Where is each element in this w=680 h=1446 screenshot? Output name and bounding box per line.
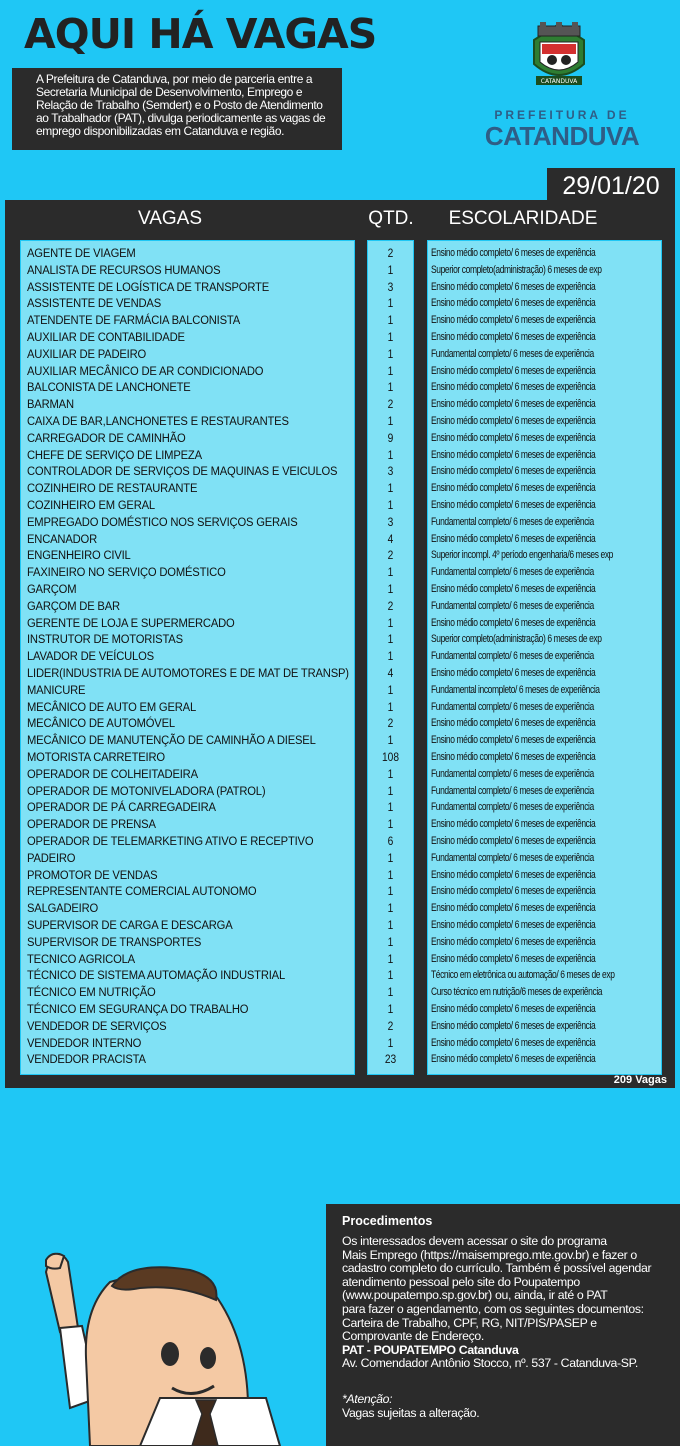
quantity-cell: 1: [387, 699, 394, 714]
job-title-cell: ATENDENTE DE FARMÁCIA BALCONISTA: [27, 313, 241, 328]
education-cell: Ensino médio completo/ 6 meses de experiência: [431, 482, 596, 495]
education-cell: Ensino médio completo/ 6 meses de experiência: [431, 1053, 596, 1066]
job-title-cell: ASSISTENTE DE VENDAS: [27, 296, 162, 311]
education-cell: Ensino médio completo/ 6 meses de experiência: [431, 835, 596, 847]
quantity-cell: 1: [387, 296, 394, 311]
job-title-cell: VENDEDOR DE SERVIÇOS: [27, 1018, 167, 1033]
quantity-cell: 1: [387, 800, 394, 815]
job-title-cell: PADEIRO: [27, 850, 76, 865]
quantity-cell: 108: [381, 750, 400, 764]
procedimentos-title: Procedimentos: [342, 1214, 433, 1228]
job-title-cell: LIDER(INDUSTRIA DE AUTOMOTORES E DE MAT DE TRANSP): [27, 666, 349, 680]
quantity-cell: 1: [387, 481, 394, 496]
header-escolaridade: ESCOLARIDADE: [448, 208, 598, 229]
education-cell: Ensino médio completo/ 6 meses de experiência: [431, 532, 596, 545]
job-title-cell: SUPERVISOR DE TRANSPORTES: [27, 934, 202, 949]
quantity-cell: 1: [387, 918, 394, 932]
education-cell: Ensino médio completo/ 6 meses de experiência: [431, 381, 596, 394]
education-cell: Ensino médio completo/ 6 meses de experiência: [431, 297, 596, 310]
quantity-cell: 1: [387, 733, 394, 748]
quantity-cell: 2: [387, 1018, 394, 1033]
intro-line: A Prefeitura de Catanduva, por meio de parceria entre a: [36, 73, 313, 86]
procedimentos-text: [342, 1235, 664, 1420]
education-cell: Ensino médio completo/ 6 meses de experiência: [431, 280, 596, 293]
quantity-cell: 2: [387, 246, 394, 260]
job-title-cell: FAXINEIRO NO SERVIÇO DOMÉSTICO: [27, 565, 226, 580]
quantity-cell: 1: [387, 649, 394, 664]
job-title-cell: TÉCNICO EM NUTRIÇÃO: [27, 985, 156, 1000]
job-title-cell: VENDEDOR PRACISTA: [27, 1052, 146, 1067]
quantity-cell: 4: [387, 666, 394, 680]
page-title: AQUI HÁ VAGAS: [24, 10, 377, 58]
total-vagas: 209 Vagas: [613, 1074, 667, 1086]
job-title-cell: VENDEDOR INTERNO: [27, 1035, 142, 1050]
job-title-cell: TECNICO AGRICOLA: [27, 951, 135, 966]
education-cell: Fundamental completo/ 6 meses de experiência: [431, 851, 594, 864]
education-cell: Ensino médio completo/ 6 meses de experiência: [431, 247, 596, 259]
education-cell: Ensino médio completo/ 6 meses de experiência: [431, 415, 596, 427]
quantity-cell: 1: [387, 346, 394, 361]
quantity-cell: 1: [387, 380, 394, 395]
education-cell: Fundamental completo/ 6 meses de experiência: [431, 599, 594, 612]
job-title-cell: OPERADOR DE COLHEITADEIRA: [27, 766, 198, 781]
quantity-cell: 23: [384, 1052, 397, 1067]
pat-name: PAT - POUPATEMPO Catanduva: [342, 1342, 519, 1357]
education-cell: Ensino médio completo/ 6 meses de experiência: [431, 751, 596, 763]
procedimentos-line: Mais Emprego (https://maisemprego.mte.gov.br) e fazer o: [342, 1247, 637, 1262]
education-cell: Superior completo(administração) 6 meses de exp: [431, 263, 602, 276]
job-title-cell: OPERADOR DE MOTONIVELADORA (PATROL): [27, 783, 266, 798]
education-cell: Ensino médio completo/ 6 meses de experiência: [431, 431, 596, 444]
quantity-cell: 3: [387, 514, 394, 529]
quantity-cell: 4: [387, 531, 394, 546]
education-cell: Ensino médio completo/ 6 meses de experiência: [431, 314, 596, 327]
quantity-cell: 1: [387, 414, 394, 428]
education-cell: Ensino médio completo/ 6 meses de experiência: [431, 885, 596, 898]
education-cell: Curso técnico em nutrição/6 meses de experiência: [431, 986, 603, 999]
education-cell: Fundamental completo/ 6 meses de experiência: [431, 700, 594, 713]
job-title-cell: ASSISTENTE DE LOGÍSTICA DE TRANSPORTE: [27, 279, 270, 294]
procedimentos-line: para fazer o agendamento, com os seguintes documentos:: [342, 1301, 644, 1316]
quantity-cell: 1: [387, 934, 394, 949]
job-title-cell: ENGENHEIRO CIVIL: [27, 548, 131, 563]
quantity-cell: 1: [387, 968, 394, 983]
quantity-cell: 2: [387, 716, 394, 731]
quantity-cell: 1: [387, 313, 394, 328]
job-title-cell: MECÂNICO DE AUTOMÓVEL: [27, 716, 175, 731]
job-title-cell: BALCONISTA DE LANCHONETE: [27, 380, 191, 395]
education-cell: Fundamental completo/ 6 meses de experiência: [431, 515, 594, 528]
prefeitura-logo: [482, 20, 642, 151]
education-cell: Técnico em eletrônica ou automação/ 6 meses de exp: [431, 969, 615, 982]
education-cell: Ensino médio completo/ 6 meses de experiência: [431, 952, 596, 965]
job-title-cell: AUXILIAR MECÂNICO DE AR CONDICIONADO: [27, 363, 264, 378]
quantity-cell: 1: [387, 262, 394, 277]
quantity-cell: 1: [387, 867, 394, 882]
intro-line: ao Trabalhador (PAT), divulga periodicamente as vagas de: [36, 112, 326, 125]
job-title-cell: COZINHEIRO DE RESTAURANTE: [27, 481, 198, 496]
intro-line: emprego disponibilizadas em Catanduva e região.: [36, 125, 285, 138]
intro-line: Relação de Trabalho (Semdert) e o Posto de Atendimento: [36, 99, 323, 112]
header-vagas: VAGAS: [137, 208, 203, 229]
job-title-cell: BARMAN: [27, 397, 74, 412]
job-title-cell: GERENTE DE LOJA E SUPERMERCADO: [27, 615, 235, 630]
education-cell: Ensino médio completo/ 6 meses de experiência: [431, 398, 596, 411]
quantity-cell: 2: [387, 548, 394, 563]
education-cell: Ensino médio completo/ 6 meses de experiência: [431, 818, 596, 831]
crest-text: CATANDUVA: [540, 78, 578, 85]
quantity-cell: 3: [387, 279, 394, 294]
education-cell: Fundamental completo/ 6 meses de experiência: [431, 767, 594, 780]
quantity-cell: 1: [387, 985, 394, 1000]
job-title-cell: AUXILIAR DE PADEIRO: [27, 346, 147, 361]
job-title-cell: AGENTE DE VIAGEM: [27, 246, 136, 260]
job-title-cell: AUXILIAR DE CONTABILIDADE: [27, 330, 185, 344]
procedimentos-box: [326, 1204, 680, 1446]
education-cell: Ensino médio completo/ 6 meses de experiência: [431, 583, 596, 595]
quantity-cell: 1: [387, 884, 394, 899]
education-cell: Ensino médio completo/ 6 meses de experiência: [431, 1036, 596, 1049]
education-cell: Ensino médio completo/ 6 meses de experiência: [431, 935, 596, 948]
quantity-cell: 1: [387, 1002, 394, 1016]
quantity-cell: 1: [387, 615, 394, 630]
procedimentos-line: Comprovante de Endereço.: [342, 1329, 484, 1344]
pat-address: Av. Comendador Antônio Stocco, nº. 537 - Catanduva-SP.: [342, 1356, 638, 1371]
job-title-cell: TÉCNICO EM SEGURANÇA DO TRABALHO: [27, 1002, 249, 1016]
job-title-cell: CHEFE DE SERVIÇO DE LIMPEZA: [27, 447, 202, 462]
procedimentos-line: Os interessados devem acessar o site do programa: [342, 1234, 607, 1248]
job-title-cell: GARÇOM DE BAR: [27, 598, 120, 613]
quantity-cell: 1: [387, 498, 394, 512]
quantity-cell: 1: [387, 1035, 394, 1050]
quantity-cell: 1: [387, 330, 394, 344]
job-title-cell: SUPERVISOR DE CARGA E DESCARGA: [27, 918, 233, 932]
quantity-cell: 1: [387, 632, 394, 647]
job-title-cell: OPERADOR DE TELEMARKETING ATIVO E RECEPTIVO: [27, 834, 314, 848]
job-title-cell: CARREGADOR DE CAMINHÃO: [27, 430, 186, 445]
intro-box: [12, 68, 342, 150]
job-title-cell: COZINHEIRO EM GERAL: [27, 498, 155, 512]
education-cell: Ensino médio completo/ 6 meses de experiência: [431, 448, 596, 461]
education-cell: Ensino médio completo/ 6 meses de experiência: [431, 331, 596, 343]
vagas-table-panel: [5, 200, 675, 1088]
job-title-cell: ANALISTA DE RECURSOS HUMANOS: [27, 262, 221, 277]
procedimentos-line: atendimento pessoal pelo site do Poupatempo: [342, 1274, 580, 1289]
job-title-cell: LAVADOR DE VEÍCULOS: [27, 649, 154, 664]
education-cell: Ensino médio completo/ 6 meses de experiência: [431, 364, 596, 377]
quantity-cell: 2: [387, 598, 394, 613]
job-title-cell: MANICURE: [27, 682, 86, 697]
procedimentos-line: (www.poupatempo.sp.gov.br) ou, ainda, ir até o PAT: [342, 1288, 608, 1303]
quantity-cell: 1: [387, 901, 394, 916]
intro-line: Secretaria Municipal de Desenvolvimento, Emprego e: [36, 86, 303, 99]
job-title-cell: ENCANADOR: [27, 531, 97, 546]
header-qtd: QTD.: [368, 208, 414, 229]
attention-label: *Atenção:: [342, 1391, 393, 1406]
quantity-cell: 1: [387, 817, 394, 832]
job-title-cell: GARÇOM: [27, 582, 77, 596]
quantity-cell: 1: [387, 447, 394, 462]
quantity-cell: 1: [387, 682, 394, 697]
quantity-cell: 1: [387, 766, 394, 781]
quantity-cell: 1: [387, 783, 394, 798]
job-title-cell: OPERADOR DE PÁ CARREGADEIRA: [27, 800, 216, 815]
job-title-cell: EMPREGADO DOMÉSTICO NOS SERVIÇOS GERAIS: [27, 514, 298, 529]
job-title-cell: TÉCNICO DE SISTEMA AUTOMAÇÃO INDUSTRIAL: [27, 968, 286, 983]
education-cell: Ensino médio completo/ 6 meses de experiência: [431, 902, 596, 915]
education-cell: Fundamental completo/ 6 meses de experiência: [431, 347, 594, 360]
education-cell: Fundamental completo/ 6 meses de experiência: [431, 801, 594, 814]
education-cell: Fundamental incompleto/ 6 meses de experiência: [431, 683, 600, 696]
quantity-cell: 1: [387, 850, 394, 865]
attention-text: Vagas sujeitas a alteração.: [342, 1405, 480, 1420]
logo-line2: CATANDUVA: [484, 121, 640, 151]
city-crest-icon: [528, 20, 590, 92]
date-badge: 29/01/20: [547, 168, 675, 202]
education-cell: Superior incompl. 4º período engenharia/6 meses exp: [431, 549, 613, 562]
education-cell: Ensino médio completo/ 6 meses de experiência: [431, 1019, 596, 1032]
quantity-cell: 1: [387, 565, 394, 580]
quantity-cell: 9: [387, 430, 394, 445]
education-cell: Fundamental completo/ 6 meses de experiência: [431, 566, 594, 579]
cheering-man-illustration: [20, 1248, 290, 1446]
education-cell: Superior completo(administração) 6 meses de exp: [431, 633, 602, 646]
education-cell: Ensino médio completo/ 6 meses de experiência: [431, 499, 596, 511]
job-title-cell: PROMOTOR DE VENDAS: [27, 867, 158, 882]
job-title-cell: OPERADOR DE PRENSA: [27, 817, 156, 832]
quantity-cell: 3: [387, 464, 394, 479]
education-cell: Fundamental completo/ 6 meses de experiência: [431, 784, 594, 797]
quantity-cell: 6: [387, 834, 394, 848]
procedimentos-line: cadastro completo do currículo. Também é possível agendar: [342, 1261, 652, 1276]
job-title-cell: CAIXA DE BAR,LANCHONETES E RESTAURANTES: [27, 414, 289, 428]
quantity-cell: 1: [387, 363, 394, 378]
job-title-cell: CONTROLADOR DE SERVIÇOS DE MAQUINAS E VEICULOS: [27, 464, 338, 479]
education-cell: Ensino médio completo/ 6 meses de experiência: [431, 868, 596, 881]
education-cell: Ensino médio completo/ 6 meses de experiência: [431, 734, 596, 747]
logo-line1: PREFEITURA DE: [494, 108, 630, 122]
education-cell: Ensino médio completo/ 6 meses de experiência: [431, 717, 596, 730]
job-title-cell: INSTRUTOR DE MOTORISTAS: [27, 632, 183, 647]
education-cell: Ensino médio completo/ 6 meses de experiência: [431, 667, 596, 679]
quantity-cell: 2: [387, 397, 394, 412]
job-title-cell: MECÂNICO DE AUTO EM GERAL: [27, 699, 197, 714]
quantity-cell: 1: [387, 951, 394, 966]
job-title-cell: MECÂNICO DE MANUTENÇÃO DE CAMINHÃO A DIESEL: [27, 733, 316, 748]
job-title-cell: MOTORISTA CARRETEIRO: [27, 750, 165, 764]
education-cell: Ensino médio completo/ 6 meses de experiência: [431, 919, 596, 931]
education-cell: Ensino médio completo/ 6 meses de experiência: [431, 465, 596, 478]
procedimentos-line: Carteira de Trabalho, CPF, RG, NIT/PIS/PASEP e: [342, 1315, 597, 1330]
job-title-cell: REPRESENTANTE COMERCIAL AUTONOMO: [27, 884, 257, 899]
education-cell: Ensino médio completo/ 6 meses de experiência: [431, 1003, 596, 1015]
quantity-cell: 1: [387, 582, 394, 596]
job-title-cell: SALGADEIRO: [27, 901, 99, 916]
education-cell: Ensino médio completo/ 6 meses de experiência: [431, 616, 596, 629]
education-cell: Fundamental completo/ 6 meses de experiência: [431, 650, 594, 663]
